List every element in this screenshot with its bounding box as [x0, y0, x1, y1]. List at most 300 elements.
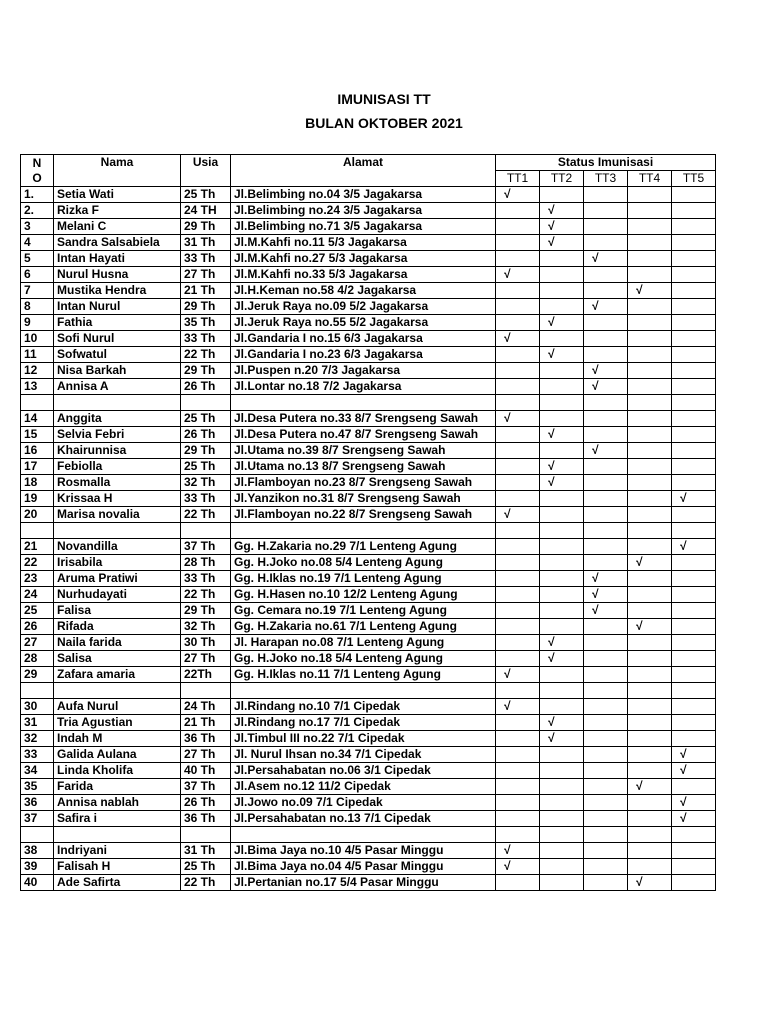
- row-tt4: [628, 411, 672, 427]
- row-tt2: [540, 667, 584, 683]
- table-row: [21, 619, 716, 635]
- row-number: 27: [21, 635, 54, 651]
- row-tt1: [496, 747, 540, 763]
- check-mark-icon: √: [628, 283, 672, 299]
- check-mark-icon: √: [540, 475, 584, 491]
- row-usia: 29 Th: [181, 219, 231, 235]
- row-tt4: [628, 427, 672, 443]
- row-alamat: Jl.Utama no.13 8/7 Srengseng Sawah: [231, 459, 496, 475]
- row-tt5: [672, 203, 716, 219]
- table-row: [21, 491, 716, 507]
- row-tt5: [672, 619, 716, 635]
- row-tt5: [672, 347, 716, 363]
- table-body: [21, 187, 716, 891]
- row-tt3: [584, 763, 628, 779]
- check-mark-icon: √: [496, 507, 540, 523]
- row-nama: Rosmalla: [54, 475, 181, 491]
- row-number: 29: [21, 667, 54, 683]
- row-nama: Melani C: [54, 219, 181, 235]
- row-tt1: [496, 459, 540, 475]
- check-mark-icon: √: [496, 267, 540, 283]
- row-tt3: [584, 539, 628, 555]
- row-number: [21, 827, 54, 843]
- row-alamat: Jl.M.Kahfi no.27 5/3 Jagakarsa: [231, 251, 496, 267]
- row-nama: Rifada: [54, 619, 181, 635]
- row-tt2: [540, 555, 584, 571]
- row-number: 11: [21, 347, 54, 363]
- row-alamat: Jl.Rindang no.10 7/1 Cipedak: [231, 699, 496, 715]
- row-nama: Farida: [54, 779, 181, 795]
- row-nama: Khairunnisa: [54, 443, 181, 459]
- row-nama: Safira i: [54, 811, 181, 827]
- row-nama: Sofi Nurul: [54, 331, 181, 347]
- row-tt5: [672, 331, 716, 347]
- row-usia: [181, 395, 231, 411]
- row-usia: 25 Th: [181, 187, 231, 203]
- table-row: [21, 763, 716, 779]
- row-usia: 32 Th: [181, 475, 231, 491]
- header-tt1: TT1: [496, 171, 540, 187]
- row-usia: 26 Th: [181, 795, 231, 811]
- header-tt5: TT5: [672, 171, 716, 187]
- row-tt5: [672, 379, 716, 395]
- row-tt3: [584, 523, 628, 539]
- row-tt5: [672, 283, 716, 299]
- row-tt4: [628, 347, 672, 363]
- table-row: [21, 331, 716, 347]
- table-row: [21, 715, 716, 731]
- check-mark-icon: √: [672, 795, 716, 811]
- row-tt3: [584, 619, 628, 635]
- row-number: 14: [21, 411, 54, 427]
- row-usia: 22 Th: [181, 875, 231, 891]
- row-tt5: [672, 299, 716, 315]
- row-tt3: [584, 331, 628, 347]
- table-row: [21, 635, 716, 651]
- row-tt1: [496, 523, 540, 539]
- row-tt3: [584, 731, 628, 747]
- row-usia: 30 Th: [181, 635, 231, 651]
- row-nama: Nurhudayati: [54, 587, 181, 603]
- row-number: 37: [21, 811, 54, 827]
- row-tt4: [628, 811, 672, 827]
- row-usia: 24 Th: [181, 699, 231, 715]
- spacer-row: [21, 395, 716, 411]
- row-usia: 27 Th: [181, 747, 231, 763]
- row-tt2: [540, 539, 584, 555]
- row-tt5: [672, 571, 716, 587]
- row-tt4: [628, 747, 672, 763]
- row-tt2: [540, 187, 584, 203]
- row-tt3: [584, 411, 628, 427]
- check-mark-icon: √: [496, 843, 540, 859]
- row-tt2: [540, 507, 584, 523]
- table-row: [21, 251, 716, 267]
- table-row: [21, 859, 716, 875]
- check-mark-icon: √: [672, 811, 716, 827]
- row-tt3: [584, 875, 628, 891]
- row-number: 20: [21, 507, 54, 523]
- row-tt3: [584, 315, 628, 331]
- row-nama: [54, 683, 181, 699]
- row-tt2: [540, 843, 584, 859]
- row-tt4: [628, 187, 672, 203]
- row-usia: 29 Th: [181, 603, 231, 619]
- row-tt3: [584, 779, 628, 795]
- row-alamat: Gg. H.Iklas no.11 7/1 Lenteng Agung: [231, 667, 496, 683]
- row-usia: 28 Th: [181, 555, 231, 571]
- row-tt5: [672, 443, 716, 459]
- row-alamat: Jl.Belimbing no.71 3/5 Jagakarsa: [231, 219, 496, 235]
- row-alamat: Jl.Flamboyan no.22 8/7 Srengseng Sawah: [231, 507, 496, 523]
- row-tt2: [540, 379, 584, 395]
- check-mark-icon: √: [540, 219, 584, 235]
- row-number: 3: [21, 219, 54, 235]
- row-tt3: [584, 267, 628, 283]
- row-usia: 33 Th: [181, 331, 231, 347]
- row-nama: Naila farida: [54, 635, 181, 651]
- row-tt5: [672, 267, 716, 283]
- check-mark-icon: √: [540, 315, 584, 331]
- row-tt4: [628, 827, 672, 843]
- row-alamat: Jl.Yanzikon no.31 8/7 Srengseng Sawah: [231, 491, 496, 507]
- row-nama: Falisa: [54, 603, 181, 619]
- row-tt1: [496, 299, 540, 315]
- row-tt5: [672, 395, 716, 411]
- row-number: 8: [21, 299, 54, 315]
- table-row: [21, 555, 716, 571]
- row-nama: Fathia: [54, 315, 181, 331]
- row-nama: Nurul Husna: [54, 267, 181, 283]
- row-usia: 33 Th: [181, 251, 231, 267]
- row-tt2: [540, 523, 584, 539]
- row-nama: Annisa A: [54, 379, 181, 395]
- row-tt3: [584, 475, 628, 491]
- row-tt1: [496, 651, 540, 667]
- row-alamat: Gg. H.Zakaria no.29 7/1 Lenteng Agung: [231, 539, 496, 555]
- row-tt3: [584, 859, 628, 875]
- row-tt5: [672, 875, 716, 891]
- row-tt5: [672, 603, 716, 619]
- table-row: [21, 363, 716, 379]
- row-usia: 32 Th: [181, 619, 231, 635]
- row-alamat: Jl. Harapan no.08 7/1 Lenteng Agung: [231, 635, 496, 651]
- check-mark-icon: √: [584, 363, 628, 379]
- row-tt2: [540, 491, 584, 507]
- row-usia: [181, 683, 231, 699]
- row-alamat: Jl.Rindang no.17 7/1 Cipedak: [231, 715, 496, 731]
- table-row: [21, 267, 716, 283]
- row-tt4: [628, 443, 672, 459]
- row-usia: 35 Th: [181, 315, 231, 331]
- check-mark-icon: √: [672, 539, 716, 555]
- table-row: [21, 427, 716, 443]
- row-number: 33: [21, 747, 54, 763]
- row-tt3: [584, 747, 628, 763]
- row-tt1: [496, 235, 540, 251]
- row-number: 30: [21, 699, 54, 715]
- check-mark-icon: √: [496, 699, 540, 715]
- check-mark-icon: √: [584, 379, 628, 395]
- row-number: 13: [21, 379, 54, 395]
- table-row: [21, 459, 716, 475]
- row-tt1: [496, 203, 540, 219]
- table-row: [21, 283, 716, 299]
- row-tt4: [628, 571, 672, 587]
- table-row: [21, 795, 716, 811]
- row-number: 23: [21, 571, 54, 587]
- check-mark-icon: √: [672, 491, 716, 507]
- row-nama: [54, 395, 181, 411]
- table-row: [21, 203, 716, 219]
- row-usia: 40 Th: [181, 763, 231, 779]
- check-mark-icon: √: [584, 571, 628, 587]
- check-mark-icon: √: [540, 427, 584, 443]
- row-number: 7: [21, 283, 54, 299]
- table-row: [21, 315, 716, 331]
- row-tt3: [584, 491, 628, 507]
- row-alamat: Jl.Bima Jaya no.04 4/5 Pasar Minggu: [231, 859, 496, 875]
- table-row: [21, 699, 716, 715]
- row-usia: 37 Th: [181, 779, 231, 795]
- row-usia: 22 Th: [181, 587, 231, 603]
- check-mark-icon: √: [672, 747, 716, 763]
- table-row: [21, 843, 716, 859]
- row-tt1: [496, 555, 540, 571]
- row-alamat: Gg. Cemara no.19 7/1 Lenteng Agung: [231, 603, 496, 619]
- row-tt1: [496, 635, 540, 651]
- check-mark-icon: √: [540, 459, 584, 475]
- row-usia: 29 Th: [181, 363, 231, 379]
- row-usia: 29 Th: [181, 443, 231, 459]
- row-number: 39: [21, 859, 54, 875]
- row-number: 32: [21, 731, 54, 747]
- row-nama: [54, 523, 181, 539]
- row-tt3: [584, 395, 628, 411]
- row-tt3: [584, 827, 628, 843]
- row-tt4: [628, 667, 672, 683]
- row-alamat: Jl.Jeruk Raya no.55 5/2 Jagakarsa: [231, 315, 496, 331]
- row-alamat: Gg. H.Joko no.08 5/4 Lenteng Agung: [231, 555, 496, 571]
- row-nama: Intan Nurul: [54, 299, 181, 315]
- row-alamat: Gg. H.Zakaria no.61 7/1 Lenteng Agung: [231, 619, 496, 635]
- row-tt2: [540, 283, 584, 299]
- row-nama: Rizka F: [54, 203, 181, 219]
- row-tt1: [496, 395, 540, 411]
- row-tt4: [628, 491, 672, 507]
- row-tt4: [628, 475, 672, 491]
- row-nama: Intan Hayati: [54, 251, 181, 267]
- row-alamat: Jl.Belimbing no.04 3/5 Jagakarsa: [231, 187, 496, 203]
- row-tt2: [540, 699, 584, 715]
- row-tt4: [628, 379, 672, 395]
- row-tt4: [628, 395, 672, 411]
- row-alamat: Jl.Bima Jaya no.10 4/5 Pasar Minggu: [231, 843, 496, 859]
- row-alamat: Jl. Nurul Ihsan no.34 7/1 Cipedak: [231, 747, 496, 763]
- row-tt1: [496, 779, 540, 795]
- row-tt1: [496, 251, 540, 267]
- table-row: [21, 731, 716, 747]
- row-number: 4: [21, 235, 54, 251]
- row-tt3: [584, 203, 628, 219]
- check-mark-icon: √: [496, 411, 540, 427]
- row-number: 17: [21, 459, 54, 475]
- row-tt4: [628, 315, 672, 331]
- row-tt1: [496, 763, 540, 779]
- row-number: 34: [21, 763, 54, 779]
- check-mark-icon: √: [628, 619, 672, 635]
- row-tt4: [628, 299, 672, 315]
- row-number: 21: [21, 539, 54, 555]
- row-tt5: [672, 859, 716, 875]
- row-nama: Krissaa H: [54, 491, 181, 507]
- row-tt4: [628, 651, 672, 667]
- row-tt5: [672, 587, 716, 603]
- row-nama: Mustika Hendra: [54, 283, 181, 299]
- row-usia: 37 Th: [181, 539, 231, 555]
- check-mark-icon: √: [540, 347, 584, 363]
- row-alamat: Jl.Lontar no.18 7/2 Jagakarsa: [231, 379, 496, 395]
- row-tt3: [584, 843, 628, 859]
- row-usia: 33 Th: [181, 491, 231, 507]
- row-tt5: [672, 827, 716, 843]
- row-usia: 22 Th: [181, 507, 231, 523]
- row-tt1: [496, 219, 540, 235]
- row-tt3: [584, 555, 628, 571]
- row-tt4: [628, 859, 672, 875]
- table-row: [21, 507, 716, 523]
- row-usia: 27 Th: [181, 651, 231, 667]
- row-nama: Sandra Salsabiela: [54, 235, 181, 251]
- row-tt1: [496, 443, 540, 459]
- row-tt4: [628, 235, 672, 251]
- check-mark-icon: √: [540, 731, 584, 747]
- check-mark-icon: √: [496, 331, 540, 347]
- immunization-table: [20, 154, 716, 891]
- check-mark-icon: √: [672, 763, 716, 779]
- table-row: [21, 475, 716, 491]
- table-row: [21, 411, 716, 427]
- spacer-row: [21, 827, 716, 843]
- row-tt2: [540, 395, 584, 411]
- row-tt5: [672, 635, 716, 651]
- table-row: [21, 667, 716, 683]
- row-tt5: [672, 411, 716, 427]
- row-alamat: Jl.Persahabatan no.06 3/1 Cipedak: [231, 763, 496, 779]
- row-tt1: [496, 363, 540, 379]
- spacer-row: [21, 523, 716, 539]
- row-tt4: [628, 683, 672, 699]
- table-row: [21, 347, 716, 363]
- row-alamat: Jl.M.Kahfi no.11 5/3 Jagakarsa: [231, 235, 496, 251]
- row-tt2: [540, 587, 584, 603]
- row-alamat: Jl.Persahabatan no.13 7/1 Cipedak: [231, 811, 496, 827]
- row-nama: Indriyani: [54, 843, 181, 859]
- row-tt3: [584, 347, 628, 363]
- row-alamat: Jl.H.Keman no.58 4/2 Jagakarsa: [231, 283, 496, 299]
- row-tt3: [584, 795, 628, 811]
- row-number: 16: [21, 443, 54, 459]
- check-mark-icon: √: [540, 651, 584, 667]
- row-nama: Zafara amaria: [54, 667, 181, 683]
- row-tt3: [584, 219, 628, 235]
- table-row: [21, 603, 716, 619]
- row-tt4: [628, 219, 672, 235]
- row-number: 10: [21, 331, 54, 347]
- row-number: 1.: [21, 187, 54, 203]
- row-nama: Setia Wati: [54, 187, 181, 203]
- spacer-row: [21, 683, 716, 699]
- row-tt5: [672, 251, 716, 267]
- row-number: 24: [21, 587, 54, 603]
- header-tt4: TT4: [628, 171, 672, 187]
- row-alamat: Gg. H.Iklas no.19 7/1 Lenteng Agung: [231, 571, 496, 587]
- row-number: 2.: [21, 203, 54, 219]
- row-tt3: [584, 235, 628, 251]
- row-usia: 25 Th: [181, 459, 231, 475]
- row-tt2: [540, 779, 584, 795]
- row-usia: 24 TH: [181, 203, 231, 219]
- row-number: 31: [21, 715, 54, 731]
- row-nama: Nisa Barkah: [54, 363, 181, 379]
- row-nama: Linda Kholifa: [54, 763, 181, 779]
- row-tt4: [628, 507, 672, 523]
- row-usia: 26 Th: [181, 427, 231, 443]
- row-tt3: [584, 635, 628, 651]
- row-nama: Novandilla: [54, 539, 181, 555]
- row-tt2: [540, 859, 584, 875]
- row-tt1: [496, 683, 540, 699]
- row-tt1: [496, 315, 540, 331]
- header-usia: Usia: [181, 155, 231, 187]
- table-row: [21, 779, 716, 795]
- row-tt4: [628, 267, 672, 283]
- row-tt5: [672, 667, 716, 683]
- row-alamat: Jl.Timbul III no.22 7/1 Cipedak: [231, 731, 496, 747]
- table-row: [21, 811, 716, 827]
- row-alamat: Jl.Puspen n.20 7/3 Jagakarsa: [231, 363, 496, 379]
- row-tt3: [584, 715, 628, 731]
- row-number: 36: [21, 795, 54, 811]
- row-tt2: [540, 411, 584, 427]
- check-mark-icon: √: [496, 187, 540, 203]
- header-tt2: TT2: [540, 171, 584, 187]
- row-nama: Marisa novalia: [54, 507, 181, 523]
- row-nama: Annisa nablah: [54, 795, 181, 811]
- row-nama: Selvia Febri: [54, 427, 181, 443]
- row-tt1: [496, 811, 540, 827]
- row-alamat: Jl.Asem no.12 11/2 Cipedak: [231, 779, 496, 795]
- row-tt5: [672, 715, 716, 731]
- row-alamat: [231, 523, 496, 539]
- row-usia: 36 Th: [181, 811, 231, 827]
- row-tt3: [584, 283, 628, 299]
- row-tt4: [628, 539, 672, 555]
- row-nama: Indah M: [54, 731, 181, 747]
- row-number: 19: [21, 491, 54, 507]
- row-tt3: [584, 811, 628, 827]
- row-nama: Irisabila: [54, 555, 181, 571]
- row-alamat: Jl.Jeruk Raya no.09 5/2 Jagakarsa: [231, 299, 496, 315]
- row-tt5: [672, 651, 716, 667]
- row-tt3: [584, 427, 628, 443]
- row-number: 6: [21, 267, 54, 283]
- row-tt4: [628, 731, 672, 747]
- check-mark-icon: √: [628, 875, 672, 891]
- row-tt4: [628, 603, 672, 619]
- table-row: [21, 651, 716, 667]
- header-alamat: Alamat: [231, 155, 496, 187]
